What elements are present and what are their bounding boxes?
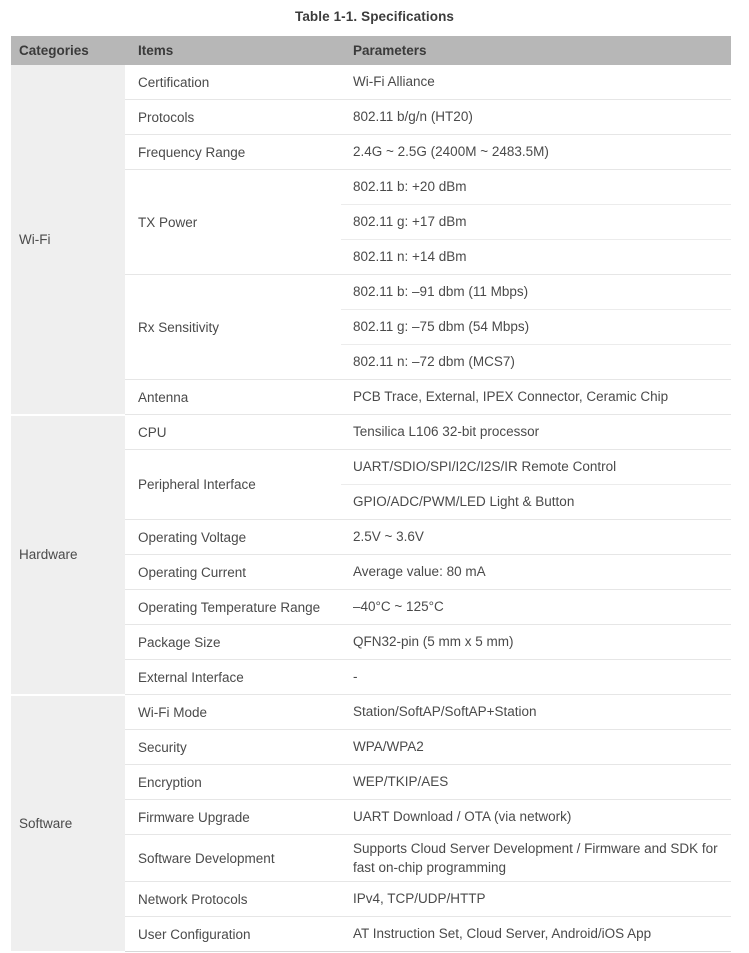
parameter-cell: –40°C ~ 125°C (341, 590, 731, 625)
parameter-cell: AT Instruction Set, Cloud Server, Android/iOS App (341, 917, 731, 952)
specifications-table (11, 36, 731, 953)
item-cell: Package Size (125, 625, 341, 660)
parameter-cell: 2.4G ~ 2.5G (2400M ~ 2483.5M) (341, 135, 731, 170)
item-cell: External Interface (125, 660, 341, 695)
item-cell: Wi-Fi Mode (125, 695, 341, 730)
item-cell: User Configuration (125, 917, 341, 952)
parameter-cell: QFN32-pin (5 mm x 5 mm) (341, 625, 731, 660)
category-cell-wi-fi: Wi-Fi (11, 65, 125, 415)
table-row (11, 695, 731, 730)
column-header-items: Items (125, 36, 341, 65)
table-header-row (11, 36, 731, 65)
item-cell: Encryption (125, 765, 341, 800)
parameter-cell: 2.5V ~ 3.6V (341, 520, 731, 555)
item-cell: Network Protocols (125, 882, 341, 917)
item-cell: Operating Temperature Range (125, 590, 341, 625)
parameter-cell: 802.11 b: –91 dbm (11 Mbps) (341, 275, 731, 310)
item-cell: Firmware Upgrade (125, 800, 341, 835)
table-body (11, 65, 731, 952)
item-cell: Antenna (125, 380, 341, 415)
item-cell: CPU (125, 415, 341, 450)
parameter-cell: 802.11 b/g/n (HT20) (341, 100, 731, 135)
item-cell: Protocols (125, 100, 341, 135)
table-header (11, 36, 731, 65)
item-cell: TX Power (125, 170, 341, 275)
parameter-cell: Wi-Fi Alliance (341, 65, 731, 100)
category-cell-software: Software (11, 695, 125, 952)
table-row (11, 65, 731, 100)
parameter-cell: PCB Trace, External, IPEX Connector, Ceramic Chip (341, 380, 731, 415)
parameter-cell: GPIO/ADC/PWM/LED Light & Button (341, 485, 731, 520)
table-row (11, 415, 731, 450)
table-caption: Table 1-1. Specifications (294, 9, 455, 24)
column-header-parameters: Parameters (341, 36, 731, 65)
parameter-cell: 802.11 b: +20 dBm (341, 170, 731, 205)
parameter-cell: 802.11 g: –75 dbm (54 Mbps) (341, 310, 731, 345)
parameter-cell: 802.11 n: +14 dBm (341, 240, 731, 275)
parameter-cell: - (341, 660, 731, 695)
parameter-cell: Supports Cloud Server Development / Firmware and SDK for fast on-chip programming (341, 835, 731, 882)
parameter-cell: WPA/WPA2 (341, 730, 731, 765)
item-cell: Frequency Range (125, 135, 341, 170)
item-cell: Peripheral Interface (125, 450, 341, 520)
parameter-cell: UART Download / OTA (via network) (341, 800, 731, 835)
item-cell: Operating Current (125, 555, 341, 590)
item-cell: Rx Sensitivity (125, 275, 341, 380)
item-cell: Security (125, 730, 341, 765)
parameter-cell: IPv4, TCP/UDP/HTTP (341, 882, 731, 917)
item-cell: Software Development (125, 835, 341, 882)
parameter-cell: 802.11 g: +17 dBm (341, 205, 731, 240)
category-cell-hardware: Hardware (11, 415, 125, 695)
parameter-cell: Average value: 80 mA (341, 555, 731, 590)
parameter-cell: 802.11 n: –72 dbm (MCS7) (341, 345, 731, 380)
parameter-cell: WEP/TKIP/AES (341, 765, 731, 800)
parameter-cell: Station/SoftAP/SoftAP+Station (341, 695, 731, 730)
parameter-cell: Tensilica L106 32-bit processor (341, 415, 731, 450)
column-header-categories: Categories (11, 36, 125, 65)
item-cell: Certification (125, 65, 341, 100)
parameter-cell: UART/SDIO/SPI/I2C/I2S/IR Remote Control (341, 450, 731, 485)
item-cell: Operating Voltage (125, 520, 341, 555)
